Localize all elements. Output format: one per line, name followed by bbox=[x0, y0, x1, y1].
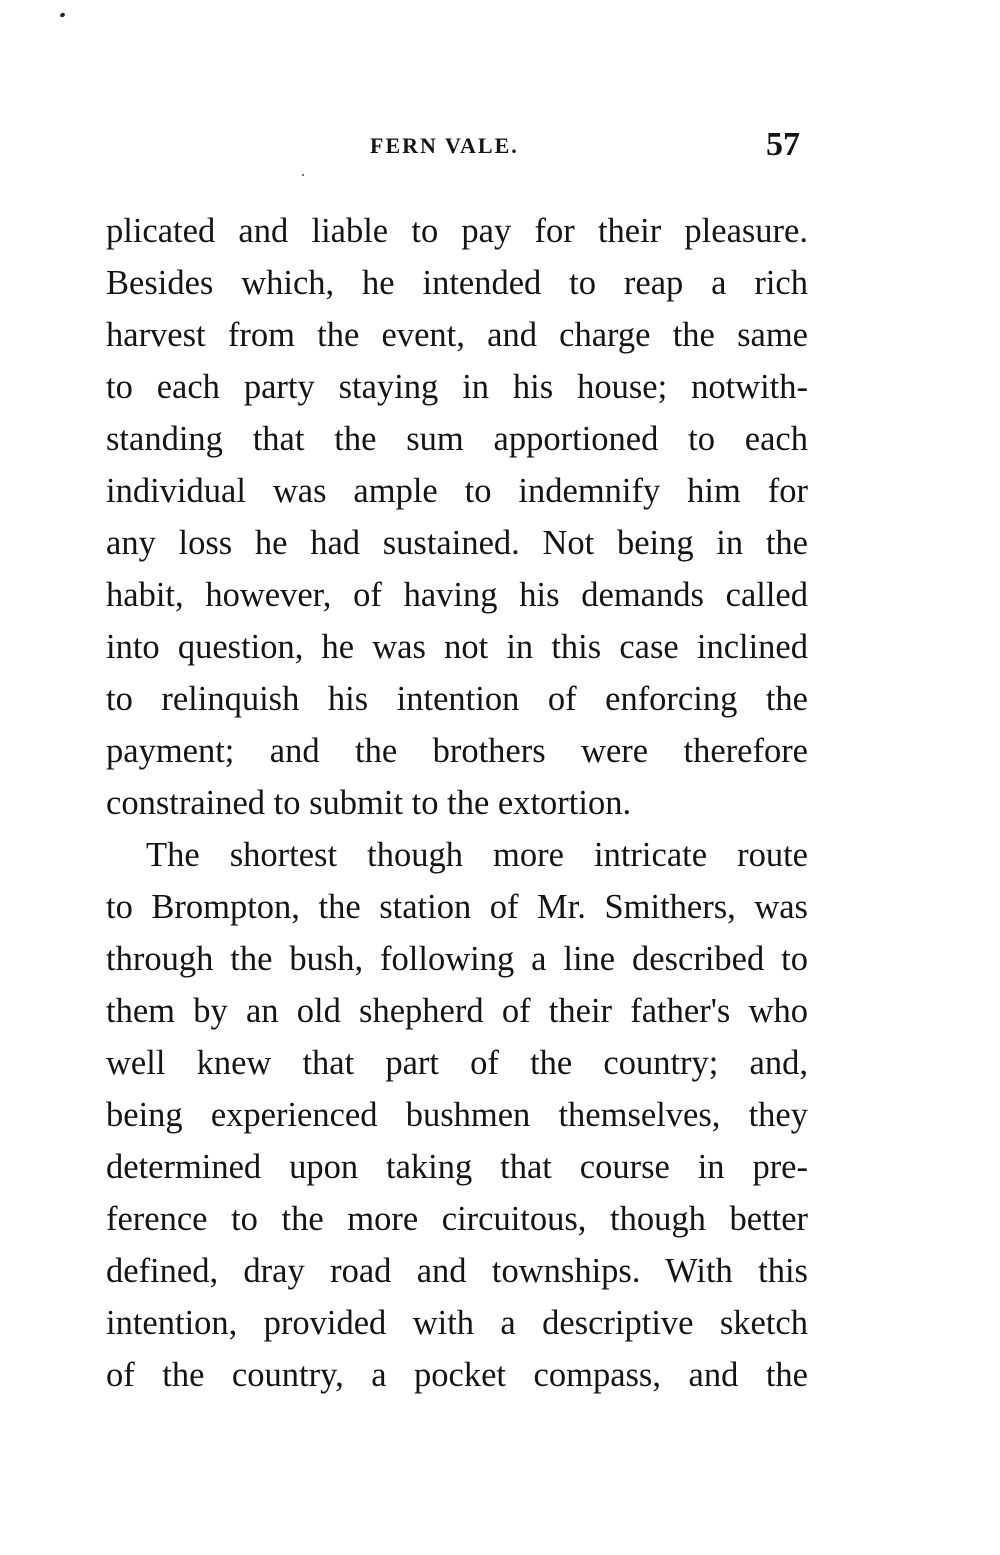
text-line: constrained to submit to the extortion. bbox=[106, 784, 632, 822]
ink-speck bbox=[59, 12, 65, 18]
body-text bbox=[106, 205, 808, 1401]
text-line: well knew that part of the country; and, bbox=[106, 1044, 808, 1082]
text-line: to each party staying in his house; notwith- bbox=[106, 368, 808, 406]
text-line: Besides which, he intended to reap a rich bbox=[106, 264, 808, 302]
text-line: ference to the more circuitous, though better bbox=[106, 1200, 808, 1238]
text-line: through the bush, following a line described to bbox=[106, 940, 808, 978]
running-head bbox=[0, 128, 1000, 164]
page-number: 57 bbox=[766, 126, 800, 163]
ink-speck bbox=[302, 174, 304, 176]
text-line: harvest from the event, and charge the same bbox=[106, 316, 808, 354]
running-head-title: FERN VALE. bbox=[370, 133, 519, 158]
text-line: of the country, a pocket compass, and the bbox=[106, 1356, 808, 1394]
text-line: into question, he was not in this case inclined bbox=[106, 628, 808, 666]
text-line: intention, provided with a descriptive sketch bbox=[106, 1304, 808, 1342]
text-line: plicated and liable to pay for their pleasure. bbox=[106, 212, 808, 250]
text-line: any loss he had sustained. Not being in the bbox=[106, 524, 808, 562]
text-line: being experienced bushmen themselves, they bbox=[106, 1096, 808, 1134]
text-line: individual was ample to indemnify him for bbox=[106, 472, 808, 510]
text-line: them by an old shepherd of their father's who bbox=[106, 992, 808, 1030]
text-line: payment; and the brothers were therefore bbox=[106, 732, 808, 770]
text-line: determined upon taking that course in pre- bbox=[106, 1148, 808, 1186]
text-line: to relinquish his intention of enforcing the bbox=[106, 680, 808, 718]
text-line: standing that the sum apportioned to each bbox=[106, 420, 808, 458]
text-line: defined, dray road and townships. With this bbox=[106, 1252, 808, 1290]
text-line: habit, however, of having his demands called bbox=[106, 576, 808, 614]
paragraph bbox=[106, 205, 808, 829]
text-line: to Brompton, the station of Mr. Smithers, was bbox=[106, 888, 808, 926]
text-line: The shortest though more intricate route bbox=[146, 836, 808, 874]
paragraph bbox=[106, 829, 808, 1401]
